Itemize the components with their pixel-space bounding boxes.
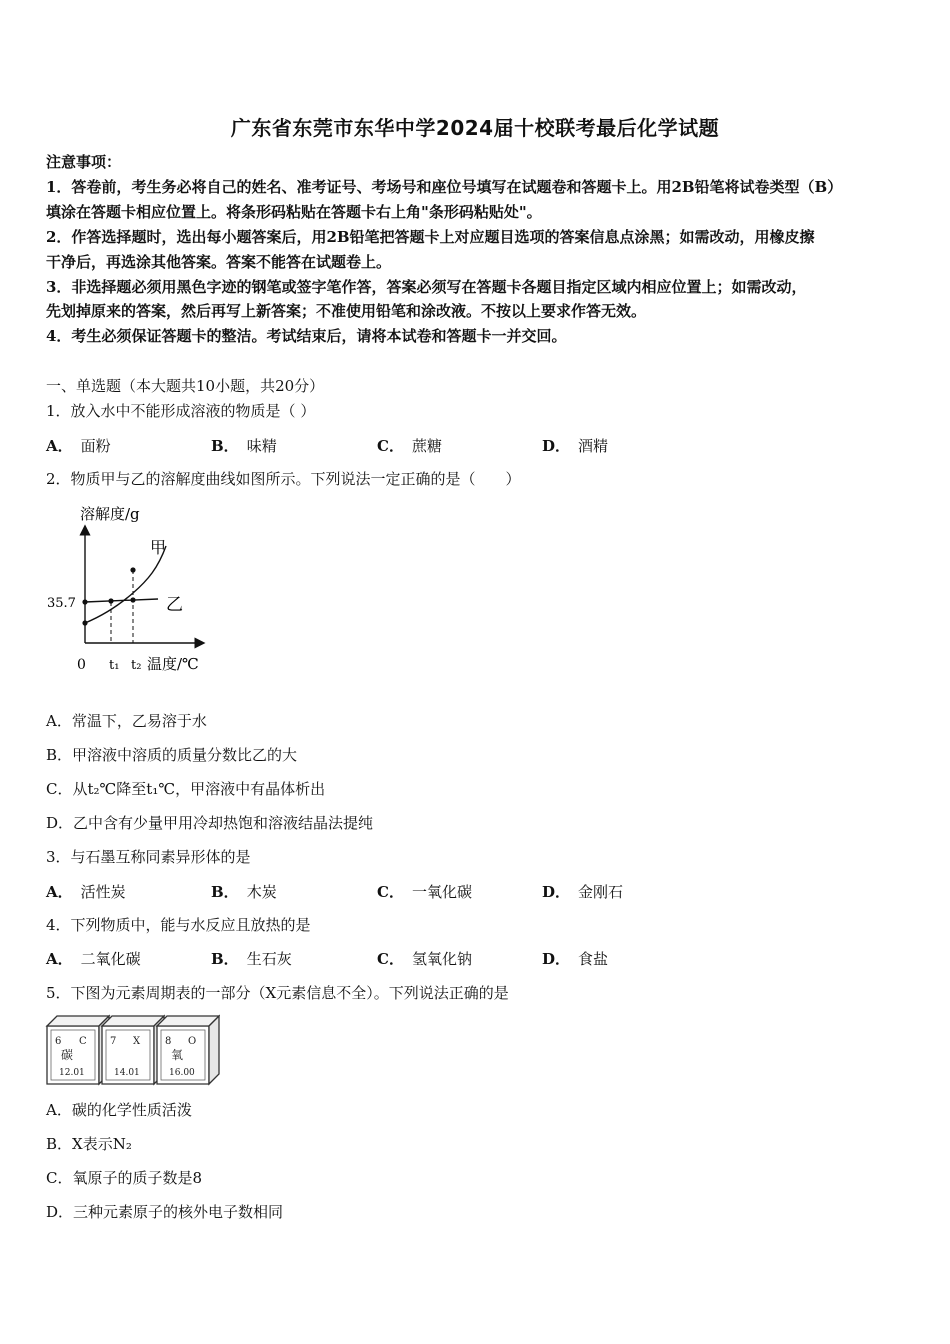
svg-text:7: 7 bbox=[110, 1036, 117, 1047]
question-5-option-a: A．碳的化学性质活泼 bbox=[46, 1101, 192, 1119]
notice-line: 2．作答选择题时，选出每小题答案后，用2B铅笔把答题卡上对应题目选项的答案信息点涂黑；如需改动，用橡皮擦 bbox=[46, 228, 815, 246]
question-2-stem: 2．物质甲与乙的溶解度曲线如图所示。下列说法一定正确的是（ ） bbox=[46, 470, 521, 488]
svg-text:14.01: 14.01 bbox=[114, 1068, 140, 1078]
question-5-option-c: C．氧原子的质子数是8 bbox=[46, 1169, 203, 1187]
t1-label: t₁ bbox=[109, 658, 120, 673]
question-1-options bbox=[46, 435, 746, 457]
point bbox=[82, 620, 87, 625]
svg-text:碳: 碳 bbox=[61, 1048, 74, 1062]
option-c: C． 一氧化碳 bbox=[377, 883, 472, 901]
point bbox=[82, 599, 87, 604]
question-2-option-c: C．从t₂℃降至t₁℃，甲溶液中有晶体析出 bbox=[46, 780, 326, 798]
notice-line: 先划掉原来的答案，然后再写上新答案；不准使用铅笔和涂改液。不按以上要求作答无效。 bbox=[46, 302, 647, 320]
question-1-stem: 1．放入水中不能形成溶液的物质是（ ） bbox=[46, 402, 316, 420]
option-d: D． 金刚石 bbox=[542, 883, 624, 901]
exam-title: 广东省东莞市东华中学2024届十校联考最后化学试题 bbox=[230, 116, 720, 140]
origin-label: 0 bbox=[77, 657, 86, 673]
notice-line: 填涂在答题卡相应位置上。将条形码粘贴在答题卡右上角"条形码粘贴处"。 bbox=[46, 203, 542, 221]
svg-text:6: 6 bbox=[55, 1036, 62, 1047]
option-c: C． 氢氧化钠 bbox=[377, 950, 472, 968]
question-3-stem: 3．与石墨互称同素异形体的是 bbox=[46, 848, 251, 866]
notice-heading: 注意事项： bbox=[46, 153, 122, 171]
option-a: A． 二氧化碳 bbox=[46, 950, 141, 968]
svg-text:8: 8 bbox=[165, 1036, 172, 1047]
x-axis-label: 温度/℃ bbox=[147, 655, 199, 673]
question-2-option-b: B．甲溶液中溶质的质量分数比乙的大 bbox=[46, 746, 298, 764]
solubility-chart bbox=[40, 498, 220, 682]
y-axis-label: 溶解度/g bbox=[80, 505, 140, 523]
question-2-option-d: D．乙中含有少量甲用冷却热饱和溶液结晶法提纯 bbox=[46, 814, 374, 832]
question-4-stem: 4．下列物质中，能与水反应且放热的是 bbox=[46, 916, 311, 934]
svg-text:O: O bbox=[188, 1036, 197, 1047]
question-5-stem: 5．下图为元素周期表的一部分（X元素信息不全）。下列说法正确的是 bbox=[46, 984, 509, 1002]
option-b: B． 生石灰 bbox=[211, 950, 292, 968]
y-mark-label: 35.7 bbox=[47, 596, 76, 611]
periodic-table-fragment bbox=[44, 1012, 220, 1088]
option-a: A． 活性炭 bbox=[46, 883, 126, 901]
point bbox=[130, 597, 135, 602]
question-5-option-d: D．三种元素原子的核外电子数相同 bbox=[46, 1203, 284, 1221]
notice-line: 3．非选择题必须用黑色字迹的钢笔或签字笔作答，答案必须写在答题卡各题目指定区域内相应位置上；如需改动， bbox=[46, 278, 807, 296]
label-jia: 甲 bbox=[150, 538, 167, 557]
notice-line: 4．考生必须保证答题卡的整洁。考试结束后，请将本试卷和答题卡一并交回。 bbox=[46, 327, 567, 345]
svg-text:12.01: 12.01 bbox=[59, 1068, 85, 1078]
option-d: D． 食盐 bbox=[542, 950, 609, 968]
section-heading: 一、单选题（本大题共10小题，共20分） bbox=[46, 377, 325, 395]
svg-text:16.00: 16.00 bbox=[169, 1068, 195, 1078]
question-2-option-a: A．常温下，乙易溶于水 bbox=[46, 712, 207, 730]
svg-text:氧: 氧 bbox=[171, 1048, 184, 1062]
option-c: C． 蔗糖 bbox=[377, 437, 442, 455]
svg-text:X: X bbox=[133, 1036, 141, 1047]
option-b: B． 味精 bbox=[211, 437, 277, 455]
notice-line: 1．答卷前，考生务必将自己的姓名、准考证号、考场号和座位号填写在试题卷和答题卡上。用2B铅笔将试卷类型（B） bbox=[46, 178, 843, 196]
label-yi: 乙 bbox=[166, 595, 183, 615]
point bbox=[130, 567, 135, 572]
question-3-options bbox=[46, 881, 746, 903]
question-4-options bbox=[46, 948, 746, 970]
question-5-option-b: B．X表示N₂ bbox=[46, 1135, 132, 1153]
curve-jia bbox=[85, 546, 166, 623]
option-d: D． 酒精 bbox=[542, 437, 609, 455]
option-a: A． 面粉 bbox=[46, 437, 111, 455]
svg-text:C: C bbox=[79, 1036, 87, 1047]
option-b: B． 木炭 bbox=[211, 883, 277, 901]
t2-label: t₂ bbox=[131, 658, 142, 673]
notice-line: 干净后，再选涂其他答案。答案不能答在试题卷上。 bbox=[46, 253, 392, 271]
point bbox=[108, 598, 113, 603]
